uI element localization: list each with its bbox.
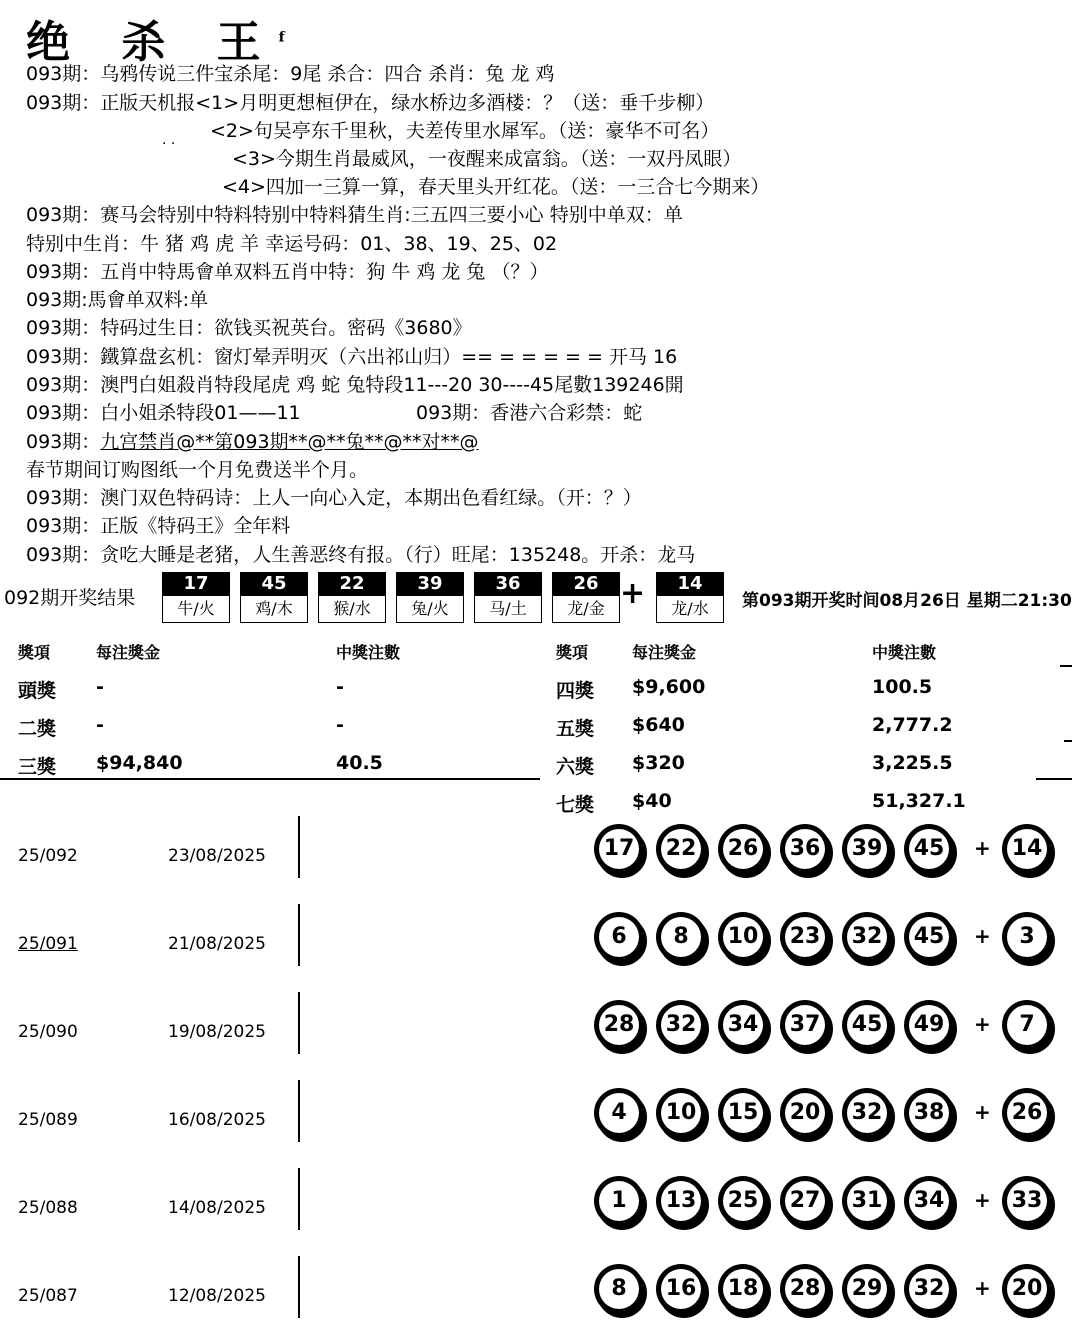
prize-amount: $9,600 [632,676,706,698]
line-10: 093期：特码过生日：欲钱买祝英台。密码《3680》 [26,317,472,339]
line-13b: 093期：香港六合彩禁：蛇 [416,402,643,424]
history-ball [904,1088,954,1138]
history-ball-number: 22 [661,829,701,869]
history-special-number: 20 [1007,1269,1047,1309]
line-8: 093期：五肖中特馬會单双料五肖中特：狗 牛 鸡 龙 兔 （？） [26,261,549,283]
history-ball-number: 13 [661,1181,701,1221]
history-ball-number: 49 [909,1005,949,1045]
history-separator [298,1168,300,1230]
history-ball [656,824,706,874]
line-1: 093期：乌鸦传说三件宝杀尾：9尾 杀合：四合 杀肖：兔 龙 鸡 [26,63,555,85]
prize-count: 2,777.2 [872,714,953,736]
history-ball-number: 20 [785,1093,825,1133]
history-separator [298,992,300,1054]
history-date: 19/08/2025 [168,1022,266,1042]
history-ball [718,1264,768,1314]
ball-zodiac: 猴/水 [318,596,386,623]
prize-name: 七獎 [556,794,595,816]
history-ball-number: 27 [785,1181,825,1221]
history-special-number: 3 [1007,917,1047,957]
ball-number: 36 [474,572,542,596]
history-ball-number: 32 [847,917,887,957]
history-special-ball [1002,1176,1052,1226]
ball-number: 14 [656,572,724,596]
history-ball-number: 8 [661,917,701,957]
history-ball-number: 10 [723,917,763,957]
line-17: 093期：正版《特码王》全年料 [26,515,291,537]
result-ball-6 [552,572,620,624]
header-count-left: 中獎注數 [336,643,401,662]
result-special-ball [656,572,724,624]
prize-count: 3,225.5 [872,752,953,774]
history-ball-number: 4 [599,1093,639,1133]
next-draw-time: 第093期开奖时间08月26日 星期二21:30 [742,591,1072,611]
history-separator [298,816,300,878]
history-ball-number: 29 [847,1269,887,1309]
history-ball [842,1176,892,1226]
line-14 [26,430,479,454]
line-15: 春节期间订购图纸一个月免费送半个月。 [26,459,369,481]
table-tick [1064,740,1072,742]
ball-number: 39 [396,572,464,596]
history-date: 21/08/2025 [168,934,266,954]
prize-name: 頭獎 [18,680,57,702]
history-ball [780,912,830,962]
history-ball-number: 25 [723,1181,763,1221]
history-ball [904,1264,954,1314]
history-special-number: 7 [1007,1005,1047,1045]
history-ball [656,1088,706,1138]
history-issue: 25/087 [18,1286,78,1306]
history-ball-number: 34 [723,1005,763,1045]
history-ball [718,1088,768,1138]
history-issue: 25/090 [18,1022,78,1042]
history-ball-number: 38 [909,1093,949,1133]
header-item-right: 獎項 [556,643,589,662]
history-ball [656,1000,706,1050]
result-ball-5 [474,572,542,624]
history-ball-number: 16 [661,1269,701,1309]
prize-amount: - [96,714,104,736]
ball-number: 17 [162,572,230,596]
line-11: 093期：鐵算盘玄机：窗灯晕弄明灭（六出祁山归）== = = = = = 开马 16 [26,346,678,368]
history-row [0,992,1080,1072]
history-plus: + [974,924,991,948]
line-18: 093期：贪吃大睡是老猪，人生善恶终有报。（行）旺尾：135248。开杀：龙马 [26,544,696,566]
header-count-right: 中獎注數 [872,643,937,662]
history-ball [594,1088,644,1138]
ball-number: 45 [240,572,308,596]
history-ball-number: 6 [599,917,639,957]
history-issue: 25/088 [18,1198,78,1218]
ball-zodiac: 龙/水 [656,596,724,623]
history-ball-number: 17 [599,829,639,869]
header-amount-right: 每注獎金 [632,643,697,662]
ball-zodiac: 鸡/木 [240,596,308,623]
history-ball-number: 45 [847,1005,887,1045]
table-divider [1036,778,1072,780]
history-ball [594,1264,644,1314]
history-ball-number: 32 [847,1093,887,1133]
history-special-ball [1002,1000,1052,1050]
history-ball-number: 32 [661,1005,701,1045]
history-row [0,1168,1080,1248]
history-ball [594,1000,644,1050]
result-label: 092期开奖结果 [4,587,136,609]
line-9: 093期:馬會单双料:单 [26,289,209,311]
history-row [0,904,1080,984]
prize-count: 40.5 [336,752,383,774]
line-4: <3>今期生肖最威风，一夜醒来成富翁。（送：一双丹凤眼） [232,148,742,170]
title-text: 绝 杀 王 [26,17,279,68]
history-plus: + [974,836,991,860]
result-ball-3 [318,572,386,624]
line-16: 093期：澳门双色特码诗：上人一向心入定，本期出色看红绿。（开：？） [26,487,642,509]
line-12: 093期：澳門白姐殺肖特段尾虎 鸡 蛇 兔特段11---20 30----45尾數139246開 [26,374,684,396]
ball-zodiac: 马/土 [474,596,542,623]
history-ball-number: 45 [909,917,949,957]
table-divider [0,778,540,780]
history-separator [298,1080,300,1142]
history-plus: + [974,1012,991,1036]
result-ball-2 [240,572,308,624]
history-row [0,816,1080,896]
prize-name: 六獎 [556,756,595,778]
history-date: 16/08/2025 [168,1110,266,1130]
history-ball [904,824,954,874]
history-ball-number: 31 [847,1181,887,1221]
line-14-link[interactable]: 九宫禁肖@**第093期**@**兔**@**对**@ [100,431,479,453]
prize-name: 四獎 [556,680,595,702]
prize-amount: - [96,676,104,698]
line-14-prefix: 093期： [26,431,101,453]
history-issue[interactable]: 25/091 [18,934,78,954]
ball-number: 22 [318,572,386,596]
history-ball [780,1264,830,1314]
history-ball-number: 28 [599,1005,639,1045]
history-ball-number: 26 [723,829,763,869]
history-ball [718,1000,768,1050]
result-ball-4 [396,572,464,624]
history-ball [842,912,892,962]
history-special-number: 33 [1007,1181,1047,1221]
history-date: 23/08/2025 [168,846,266,866]
history-ball-number: 34 [909,1181,949,1221]
history-ball [904,912,954,962]
history-ball [594,1176,644,1226]
result-ball-1 [162,572,230,624]
history-ball [656,1264,706,1314]
history-special-number: 14 [1007,829,1047,869]
prize-amount: $94,840 [96,752,183,774]
history-ball-number: 8 [599,1269,639,1309]
history-ball [904,1176,954,1226]
prize-amount: $640 [632,714,685,736]
prize-amount: $40 [632,790,672,812]
history-ball [718,1176,768,1226]
history-ball [780,1000,830,1050]
history-plus: + [974,1100,991,1124]
history-ball [842,1000,892,1050]
history-issue: 25/089 [18,1110,78,1130]
line-6: 093期：赛马会特别中特料特别中特料猜生肖:三五四三要小心 特别中单双：单 [26,204,683,226]
history-ball [780,1176,830,1226]
page-title [26,6,285,70]
header-amount-left: 每注獎金 [96,643,161,662]
history-ball [656,1176,706,1226]
history-ball-number: 28 [785,1269,825,1309]
history-ball [842,1264,892,1314]
ball-zodiac: 兔/火 [396,596,464,623]
history-special-ball [1002,912,1052,962]
history-separator [298,904,300,966]
history-ball-number: 39 [847,829,887,869]
prize-name: 三獎 [18,756,57,778]
history-ball-number: 45 [909,829,949,869]
history-ball [718,824,768,874]
ball-zodiac: 龙/金 [552,596,620,623]
history-separator [298,1256,300,1318]
history-special-ball [1002,1264,1052,1314]
history-plus: + [974,1276,991,1300]
history-ball-number: 37 [785,1005,825,1045]
history-ball [842,824,892,874]
history-special-ball [1002,824,1052,874]
prize-name: 二獎 [18,718,57,740]
line-13: 093期：白小姐杀特段01——11 [26,402,301,424]
history-special-number: 26 [1007,1093,1047,1133]
history-date: 14/08/2025 [168,1198,266,1218]
history-issue: 25/092 [18,846,78,866]
title-mark: f [278,29,285,46]
decor-dots: . . [162,132,176,148]
history-ball [842,1088,892,1138]
line-5: <4>四加一三算一算，春天里头开红花。（送：一三合七今期来） [222,176,770,198]
line-2: 093期：正版天机报<1>月明更想桓伊在，绿水桥边多酒楼：？（送：垂千步柳） [26,92,715,114]
history-ball [780,1088,830,1138]
history-ball [594,912,644,962]
history-ball-number: 36 [785,829,825,869]
history-ball [718,912,768,962]
history-date: 12/08/2025 [168,1286,266,1306]
history-ball [904,1000,954,1050]
history-plus: + [974,1188,991,1212]
history-ball [780,824,830,874]
prize-count: 51,327.1 [872,790,966,812]
history-ball-number: 18 [723,1269,763,1309]
prize-count: - [336,676,344,698]
history-special-ball [1002,1088,1052,1138]
history-row [0,1256,1080,1336]
history-ball-number: 10 [661,1093,701,1133]
history-ball-number: 23 [785,917,825,957]
ball-number: 26 [552,572,620,596]
plus-sign: + [620,576,646,611]
table-tick [1060,665,1072,667]
history-ball-number: 15 [723,1093,763,1133]
line-7: 特别中生肖：牛 猪 鸡 虎 羊 幸运号码：01、38、19、25、02 [26,233,558,255]
history-ball-number: 1 [599,1181,639,1221]
ball-zodiac: 牛/火 [162,596,230,623]
history-ball [656,912,706,962]
header-item-left: 獎項 [18,643,51,662]
history-ball [594,824,644,874]
history-ball-number: 32 [909,1269,949,1309]
prize-amount: $320 [632,752,685,774]
prize-name: 五獎 [556,718,595,740]
history-row [0,1080,1080,1160]
line-3: <2>句吴亭东千里秋，夫差传里水犀军。（送：豪华不可名） [210,120,720,142]
prize-count: 100.5 [872,676,933,698]
prize-count: - [336,714,344,736]
